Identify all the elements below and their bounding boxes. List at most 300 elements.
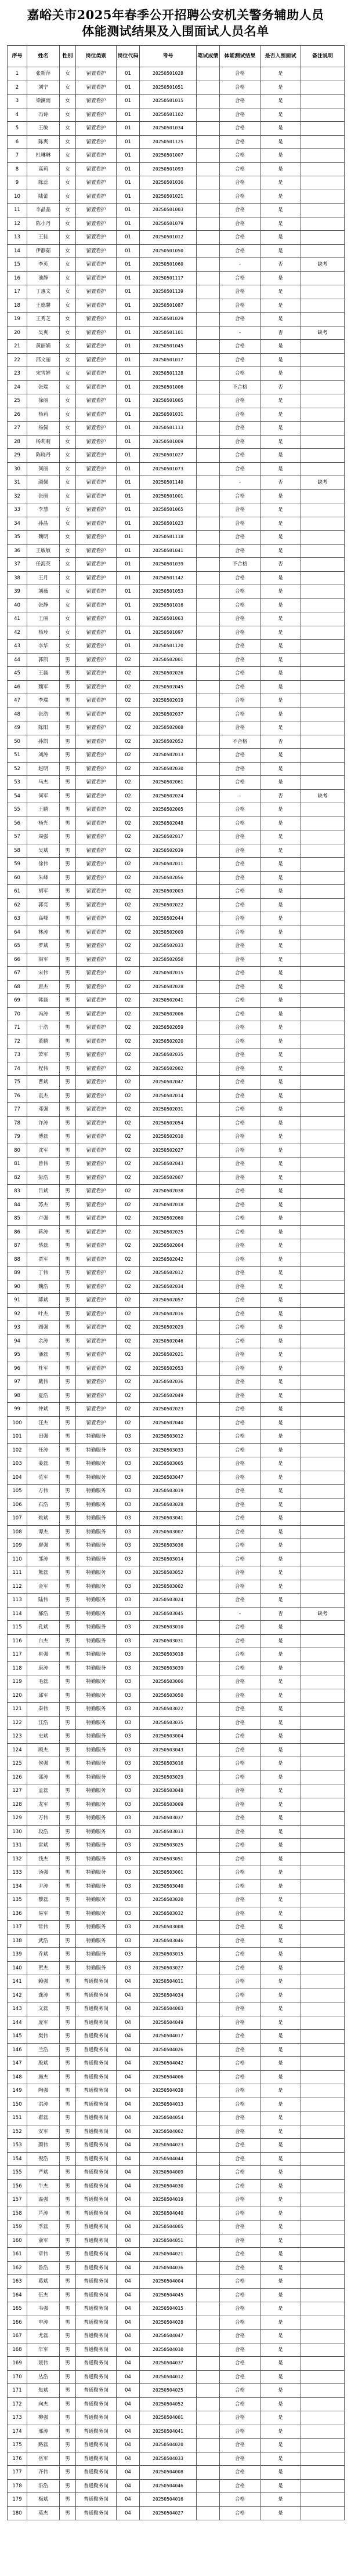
cell-index: 152 (8, 2125, 27, 2139)
cell-post-code: 04 (117, 2152, 140, 2166)
cell-name: 韦强 (27, 2302, 60, 2316)
cell-fitness-result: 合格 (220, 2084, 260, 2098)
cell-remarks (301, 1048, 345, 1062)
cell-index: 5 (8, 122, 27, 136)
cell-interview-shortlisted: 是 (260, 1839, 301, 1853)
cell-gender: 男 (60, 1784, 76, 1798)
cell-post-code: 03 (117, 1485, 140, 1499)
cell-post-code: 03 (117, 1703, 140, 1717)
cell-fitness-result: 合格 (220, 2302, 260, 2316)
cell-gender: 男 (60, 2179, 76, 2193)
table-row (8, 2234, 345, 2248)
cell-gender: 男 (60, 2111, 76, 2125)
cell-post-category: 留置看护 (76, 1198, 117, 1212)
cell-post-code: 01 (117, 162, 140, 176)
cell-index: 57 (8, 830, 27, 844)
cell-written-score (197, 2261, 220, 2275)
cell-gender: 男 (60, 1634, 76, 1648)
table-row (8, 1021, 345, 1035)
cell-remarks (301, 1770, 345, 1784)
cell-post-code: 02 (117, 1007, 140, 1021)
cell-interview-shortlisted: 是 (260, 830, 301, 844)
cell-post-category: 留置看护 (76, 531, 117, 545)
cell-written-score (197, 967, 220, 981)
cell-fitness-result: 合格 (220, 1076, 260, 1090)
cell-gender: 男 (60, 1716, 76, 1730)
cell-gender: 男 (60, 762, 76, 776)
cell-exam-number: 20250501079 (140, 217, 197, 231)
cell-post-category: 留置看护 (76, 844, 117, 858)
cell-exam-number: 20250502038 (140, 1185, 197, 1199)
cell-fitness-result: 合格 (220, 2452, 260, 2466)
cell-name: 唐杰 (27, 980, 60, 994)
cell-interview-shortlisted: 是 (260, 2357, 301, 2371)
cell-post-category: 留置看护 (76, 1048, 117, 1062)
cell-fitness-result: - (220, 258, 260, 272)
cell-written-score (197, 1321, 220, 1335)
cell-fitness-result: 合格 (220, 1239, 260, 1253)
cell-interview-shortlisted: 是 (260, 244, 301, 258)
cell-index: 65 (8, 939, 27, 953)
cell-exam-number: 20250502019 (140, 694, 197, 708)
cell-post-code: 01 (117, 326, 140, 340)
cell-interview-shortlisted: 否 (260, 326, 301, 340)
cell-post-code: 03 (117, 1961, 140, 1975)
cell-fitness-result: 合格 (220, 653, 260, 667)
cell-gender: 男 (60, 680, 76, 694)
cell-post-category: 普通勤务岗 (76, 2139, 117, 2153)
cell-remarks (301, 271, 345, 285)
cell-interview-shortlisted: 是 (260, 2425, 301, 2439)
cell-written-score (197, 1389, 220, 1403)
cell-index: 64 (8, 926, 27, 939)
cell-exam-number: 20250502025 (140, 1225, 197, 1239)
table-row (8, 1539, 345, 1553)
cell-interview-shortlisted: 是 (260, 1253, 301, 1267)
cell-exam-number: 20250504042 (140, 2057, 197, 2071)
cell-written-score (197, 1512, 220, 1526)
cell-interview-shortlisted: 是 (260, 204, 301, 217)
cell-remarks (301, 2411, 345, 2425)
cell-name: 万伟 (27, 1812, 60, 1826)
cell-written-score (197, 1934, 220, 1948)
cell-interview-shortlisted: 是 (260, 2275, 301, 2289)
cell-name: 焦斌 (27, 2384, 60, 2398)
cell-remarks (301, 1934, 345, 1948)
table-row (8, 2479, 345, 2493)
cell-remarks (301, 1621, 345, 1635)
cell-fitness-result: 合格 (220, 1007, 260, 1021)
cell-post-category: 留置看护 (76, 640, 117, 654)
table-row (8, 149, 345, 163)
cell-post-code: 03 (117, 1812, 140, 1826)
cell-gender: 男 (60, 1893, 76, 1907)
cell-fitness-result: 合格 (220, 694, 260, 708)
cell-remarks (301, 1580, 345, 1594)
cell-gender: 男 (60, 2343, 76, 2357)
cell-name: 翟磊 (27, 2111, 60, 2125)
cell-exam-number: 20250503008 (140, 1921, 197, 1935)
cell-post-category: 普通勤务岗 (76, 2384, 117, 2398)
cell-name: 邹涛 (27, 1552, 60, 1566)
cell-gender: 男 (60, 1539, 76, 1553)
cell-written-score (197, 1158, 220, 1171)
cell-exam-number: 20250501142 (140, 571, 197, 585)
cell-remarks (301, 367, 345, 381)
cell-gender: 男 (60, 1307, 76, 1321)
cell-exam-number: 20250504030 (140, 2179, 197, 2193)
table-row (8, 2411, 345, 2425)
cell-post-code: 03 (117, 1634, 140, 1648)
cell-interview-shortlisted: 是 (260, 680, 301, 694)
table-row (8, 1770, 345, 1784)
cell-fitness-result: 合格 (220, 2125, 260, 2139)
cell-post-category: 留置看护 (76, 612, 117, 626)
cell-remarks (301, 1089, 345, 1103)
cell-written-score (197, 244, 220, 258)
cell-written-score (197, 1048, 220, 1062)
cell-interview-shortlisted: 是 (260, 1893, 301, 1907)
cell-index: 94 (8, 1334, 27, 1348)
cell-post-category: 留置看护 (76, 422, 117, 436)
cell-index: 125 (8, 1757, 27, 1771)
cell-remarks (301, 2125, 345, 2139)
cell-written-score (197, 1089, 220, 1103)
cell-remarks (301, 1321, 345, 1335)
cell-index: 106 (8, 1498, 27, 1512)
cell-remarks (301, 776, 345, 790)
cell-interview-shortlisted: 是 (260, 544, 301, 558)
cell-name: 申涛 (27, 2316, 60, 2330)
cell-gender: 男 (60, 2397, 76, 2411)
cell-post-category: 留置看护 (76, 1416, 117, 1430)
cell-fitness-result: 合格 (220, 1689, 260, 1703)
cell-gender: 男 (60, 898, 76, 912)
cell-post-category: 留置看护 (76, 749, 117, 763)
cell-index: 9 (8, 176, 27, 190)
cell-index: 79 (8, 1130, 27, 1144)
cell-index: 35 (8, 531, 27, 545)
cell-interview-shortlisted: 是 (260, 2493, 301, 2507)
cell-post-code: 04 (117, 2057, 140, 2071)
cell-name: 钱杰 (27, 1852, 60, 1866)
cell-gender: 男 (60, 1975, 76, 1989)
cell-interview-shortlisted: 是 (260, 939, 301, 953)
cell-name: 余涛 (27, 1334, 60, 1348)
cell-name: 史斌 (27, 1730, 60, 1744)
table-row (8, 1267, 345, 1280)
table-row (8, 408, 345, 422)
cell-interview-shortlisted: 是 (260, 2506, 301, 2520)
cell-fitness-result: 合格 (220, 1048, 260, 1062)
cell-fitness-result: 不合格 (220, 380, 260, 394)
cell-remarks (301, 926, 345, 939)
cell-gender: 男 (60, 2506, 76, 2520)
cell-post-category: 留置看护 (76, 1212, 117, 1226)
cell-exam-number: 20250501060 (140, 258, 197, 272)
cell-exam-number: 20250502018 (140, 1198, 197, 1212)
cell-post-category: 普通勤务岗 (76, 2111, 117, 2125)
cell-written-score (197, 503, 220, 517)
cell-post-code: 03 (117, 1648, 140, 1662)
cell-gender: 女 (60, 571, 76, 585)
cell-name: 许涛 (27, 1116, 60, 1130)
cell-fitness-result: 合格 (220, 1634, 260, 1648)
cell-interview-shortlisted: 是 (260, 1525, 301, 1539)
cell-post-category: 特勤服务 (76, 1512, 117, 1526)
cell-index: 137 (8, 1921, 27, 1935)
cell-post-code: 04 (117, 2439, 140, 2452)
cell-index: 55 (8, 803, 27, 817)
cell-remarks (301, 1334, 345, 1348)
cell-exam-number: 20250501034 (140, 122, 197, 136)
cell-index: 83 (8, 1185, 27, 1199)
document-title (7, 7, 344, 39)
cell-interview-shortlisted: 是 (260, 1294, 301, 1308)
table-row (8, 1607, 345, 1621)
cell-index: 27 (8, 422, 27, 436)
cell-remarks (301, 817, 345, 830)
cell-gender: 男 (60, 667, 76, 681)
cell-fitness-result: 合格 (220, 1552, 260, 1566)
cell-index: 164 (8, 2288, 27, 2302)
cell-written-score (197, 803, 220, 817)
cell-interview-shortlisted: 是 (260, 967, 301, 981)
cell-written-score (197, 585, 220, 599)
cell-remarks (301, 503, 345, 517)
cell-gender: 男 (60, 1743, 76, 1757)
cell-index: 92 (8, 1307, 27, 1321)
cell-post-code: 02 (117, 1267, 140, 1280)
table-row (8, 1280, 345, 1294)
cell-post-category: 留置看护 (76, 1348, 117, 1362)
cell-name: 尤磊 (27, 2330, 60, 2343)
cell-name: 梅斌 (27, 2493, 60, 2507)
cell-index: 143 (8, 2002, 27, 2016)
cell-written-score (197, 1443, 220, 1457)
cell-gender: 男 (60, 1661, 76, 1675)
cell-index: 158 (8, 2207, 27, 2221)
cell-exam-number: 20250501140 (140, 476, 197, 490)
cell-written-score (197, 299, 220, 313)
cell-remarks (301, 1035, 345, 1048)
cell-exam-number: 20250502059 (140, 1021, 197, 1035)
cell-post-code: 04 (117, 2425, 140, 2439)
cell-post-category: 普通勤务岗 (76, 2452, 117, 2466)
cell-index: 70 (8, 1007, 27, 1021)
cell-remarks (301, 1103, 345, 1117)
cell-post-code: 02 (117, 1225, 140, 1239)
cell-post-category: 特勤服务 (76, 1934, 117, 1948)
cell-written-score (197, 626, 220, 640)
cell-name: 黎磊 (27, 1893, 60, 1907)
cell-fitness-result: 合格 (220, 640, 260, 654)
cell-post-code: 02 (117, 1348, 140, 1362)
cell-exam-number: 20250502021 (140, 1348, 197, 1362)
cell-gender: 女 (60, 422, 76, 436)
cell-post-code: 02 (117, 1158, 140, 1171)
cell-post-code: 03 (117, 1430, 140, 1444)
cell-index: 39 (8, 585, 27, 599)
cell-post-category: 留置看护 (76, 694, 117, 708)
cell-remarks (301, 2070, 345, 2084)
cell-post-category: 特勤服务 (76, 1594, 117, 1608)
cell-interview-shortlisted: 是 (260, 217, 301, 231)
cell-fitness-result: 合格 (220, 1416, 260, 1430)
cell-interview-shortlisted: 是 (260, 1103, 301, 1117)
cell-gender: 女 (60, 190, 76, 204)
cell-interview-shortlisted: 是 (260, 1334, 301, 1348)
cell-remarks (301, 653, 345, 667)
cell-fitness-result: 合格 (220, 422, 260, 436)
cell-gender: 男 (60, 1103, 76, 1117)
cell-remarks (301, 1907, 345, 1921)
cell-written-score (197, 2452, 220, 2466)
cell-gender: 男 (60, 708, 76, 721)
cell-name: 谭杰 (27, 1525, 60, 1539)
table-row (8, 2506, 345, 2520)
cell-post-code: 04 (117, 2125, 140, 2139)
cell-index: 25 (8, 394, 27, 408)
cell-gender: 男 (60, 1675, 76, 1689)
cell-index: 177 (8, 2466, 27, 2480)
table-row (8, 244, 345, 258)
cell-index: 16 (8, 271, 27, 285)
table-row (8, 1552, 345, 1566)
cell-exam-number: 20250504012 (140, 2370, 197, 2384)
cell-written-score (197, 1784, 220, 1798)
cell-name: 俞军 (27, 2234, 60, 2248)
table-row (8, 2330, 345, 2343)
cell-post-category: 普通勤务岗 (76, 2261, 117, 2275)
cell-remarks (301, 1893, 345, 1907)
cell-interview-shortlisted: 是 (260, 1171, 301, 1185)
cell-fitness-result: 合格 (220, 2030, 260, 2044)
cell-index: 151 (8, 2111, 27, 2125)
cell-fitness-result: 合格 (220, 1961, 260, 1975)
cell-written-score (197, 271, 220, 285)
cell-name: 范军 (27, 1471, 60, 1485)
cell-post-code: 04 (117, 2452, 140, 2466)
cell-interview-shortlisted: 是 (260, 1048, 301, 1062)
cell-remarks (301, 1648, 345, 1662)
table-row (8, 135, 345, 149)
cell-exam-number: 20250501001 (140, 489, 197, 503)
cell-written-score (197, 95, 220, 108)
cell-fitness-result: 合格 (220, 544, 260, 558)
cell-index: 162 (8, 2261, 27, 2275)
cell-gender: 男 (60, 2043, 76, 2057)
cell-name: 何军 (27, 789, 60, 803)
cell-post-code: 03 (117, 1594, 140, 1608)
cell-remarks (301, 1116, 345, 1130)
cell-gender: 男 (60, 1430, 76, 1444)
cell-post-category: 留置看护 (76, 258, 117, 272)
cell-post-code: 01 (117, 244, 140, 258)
table-row (8, 1852, 345, 1866)
cell-name: 夏浩 (27, 1389, 60, 1403)
cell-written-score (197, 217, 220, 231)
cell-gender: 男 (60, 2221, 76, 2234)
cell-gender: 女 (60, 380, 76, 394)
cell-name: 陈蕊 (27, 176, 60, 190)
cell-remarks (301, 2316, 345, 2330)
cell-interview-shortlisted: 是 (260, 1784, 301, 1798)
cell-post-category: 普通勤务岗 (76, 2248, 117, 2262)
cell-remarks (301, 176, 345, 190)
cell-post-category: 普通勤务岗 (76, 2411, 117, 2425)
cell-remarks (301, 394, 345, 408)
cell-exam-number: 20250503018 (140, 1648, 197, 1662)
cell-interview-shortlisted: 是 (260, 1757, 301, 1771)
cell-exam-number: 20250504026 (140, 2043, 197, 2057)
cell-post-code: 04 (117, 2221, 140, 2234)
cell-written-score (197, 1416, 220, 1430)
cell-post-code: 02 (117, 1035, 140, 1048)
cell-exam-number: 20250502039 (140, 844, 197, 858)
table-row (8, 912, 345, 926)
cell-remarks (301, 1566, 345, 1580)
cell-index: 148 (8, 2070, 27, 2084)
cell-written-score (197, 340, 220, 354)
cell-name: 萧军 (27, 1048, 60, 1062)
cell-post-code: 02 (117, 776, 140, 790)
cell-written-score (197, 2221, 220, 2234)
cell-written-score (197, 2425, 220, 2439)
cell-exam-number: 20250501117 (140, 271, 197, 285)
cell-remarks (301, 149, 345, 163)
cell-post-category: 留置看护 (76, 1253, 117, 1267)
cell-fitness-result: 合格 (220, 2397, 260, 2411)
cell-index: 47 (8, 694, 27, 708)
cell-written-score (197, 1457, 220, 1471)
cell-exam-number: 20250503048 (140, 1784, 197, 1798)
cell-exam-number: 20250502053 (140, 1362, 197, 1376)
cell-exam-number: 20250504054 (140, 2111, 197, 2125)
cell-post-code: 04 (117, 2302, 140, 2316)
cell-post-code: 01 (117, 285, 140, 299)
cell-gender: 男 (60, 1239, 76, 1253)
cell-post-category: 特勤服务 (76, 1812, 117, 1826)
cell-gender: 女 (60, 271, 76, 285)
cell-name: 白杰 (27, 1634, 60, 1648)
cell-interview-shortlisted: 是 (260, 1798, 301, 1812)
cell-fitness-result: 合格 (220, 2016, 260, 2030)
cell-interview-shortlisted: 是 (260, 1321, 301, 1335)
cell-interview-shortlisted: 是 (260, 435, 301, 449)
cell-fitness-result: 合格 (220, 1661, 260, 1675)
cell-name: 朱峰 (27, 871, 60, 885)
cell-interview-shortlisted: 是 (260, 2057, 301, 2071)
cell-remarks (301, 680, 345, 694)
cell-index: 67 (8, 967, 27, 981)
cell-post-code: 01 (117, 571, 140, 585)
table-row (8, 2248, 345, 2262)
table-row (8, 2043, 345, 2057)
cell-interview-shortlisted: 是 (260, 2370, 301, 2384)
cell-index: 114 (8, 1607, 27, 1621)
cell-interview-shortlisted: 是 (260, 2125, 301, 2139)
cell-index: 59 (8, 858, 27, 872)
cell-post-code: 02 (117, 1294, 140, 1308)
cell-interview-shortlisted: 是 (260, 2316, 301, 2330)
cell-fitness-result: 合格 (220, 2043, 260, 2057)
cell-post-category: 留置看护 (76, 271, 117, 285)
cell-fitness-result: 合格 (220, 1934, 260, 1948)
cell-index: 124 (8, 1743, 27, 1757)
cell-fitness-result: - (220, 789, 260, 803)
cell-post-category: 普通勤务岗 (76, 2002, 117, 2016)
